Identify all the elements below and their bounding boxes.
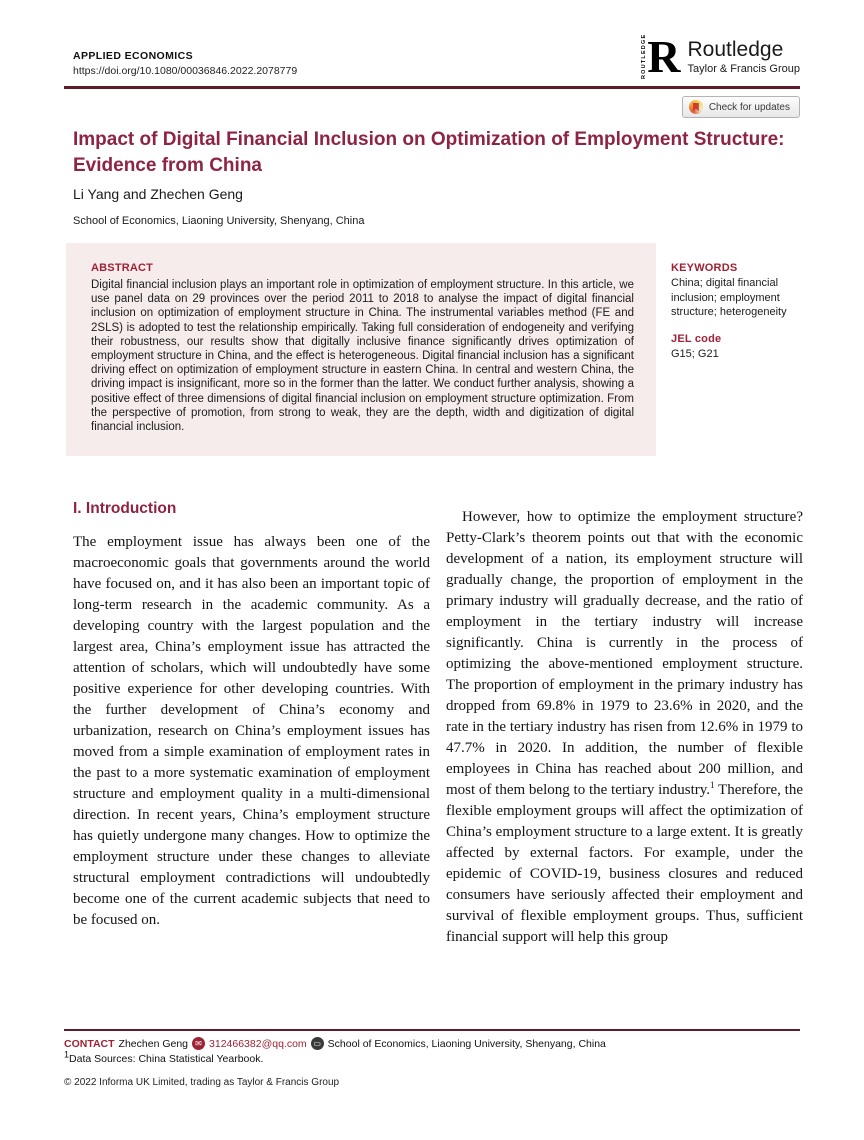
journal-header [73, 50, 297, 77]
copyright-notice: © 2022 Informa UK Limited, trading as Taylor & Francis Group [64, 1077, 340, 1088]
article-body [73, 498, 803, 948]
footnote-line [64, 1049, 800, 1065]
jel-text: G15; G21 [671, 347, 719, 360]
article-title [73, 127, 803, 179]
contact-line [64, 1037, 800, 1050]
jel-label: JEL code [671, 332, 722, 345]
paragraph-text: Therefore, the flexible employment groups will affect the optimization of China’s employment structure to a large extent. It is greatly affected by external factors. For example, under the epidemic of COVID-19, business closures and reduced consumers have seriously affected their employment and survival of flexible employment groups. Thus, sufficient financial support will help this group [446, 782, 803, 945]
contact-label: CONTACT [64, 1037, 115, 1050]
check-for-updates-button[interactable] [682, 96, 800, 118]
publisher-tagline: Taylor & Francis Group [687, 62, 800, 75]
body-right-column [446, 498, 803, 948]
contact-name: Zhechen Geng [118, 1037, 189, 1050]
footnote-marker: 1 [64, 1049, 70, 1060]
email-icon: ✉ [192, 1037, 205, 1050]
body-left-column [73, 498, 430, 948]
contact-email-link[interactable]: 312466382@qq.com [209, 1037, 307, 1050]
publisher-text [688, 39, 800, 74]
introduction-paragraph-2 [446, 507, 803, 948]
routledge-r-icon: R [647, 31, 681, 82]
abstract-box [66, 243, 656, 456]
keywords-sidebar [671, 243, 802, 456]
paragraph-text: However, how to optimize the employment structure? Petty-Clark’s theorem points out that with the economic development of a nation, its employment structure will gradually change, the proportion of employment in the primary industry will gradually decrease, and the ratio of employment in the tertiary industry will increase significantly. China is currently in the process of optimizing the above-mentioned employment structure. The proportion of employment in the primary industry has dropped from 69.8% in 1979 to 23.6% in 2020, and the rate in the tertiary industry has risen from 12.6% in 1979 to 47.7% in 2020. In addition, the number of flexible employees in China has reached about 200 million, and most of them belong to the tertiary industry. [446, 509, 803, 798]
keywords-block [671, 262, 802, 320]
routledge-vertical-text: ROUTLEDGE [640, 33, 647, 79]
authors: Li Yang and Zhechen Geng [73, 186, 243, 202]
keywords-text: China; digital financial inclusion; employment structure; heterogeneity [671, 277, 787, 318]
header-rule [64, 86, 800, 89]
footer-rule [64, 1029, 800, 1031]
article-title-line2: Evidence from China [73, 155, 262, 176]
doi-link[interactable]: https://doi.org/10.1080/00036846.2022.2078779 [73, 65, 298, 77]
crossmark-icon [689, 100, 703, 114]
section-heading-introduction: I. Introduction [73, 500, 177, 517]
abstract-label: ABSTRACT [91, 262, 154, 274]
article-title-line1: Impact of Digital Financial Inclusion on Optimization of Employment Structure: [73, 129, 785, 150]
routledge-logo-mark [642, 33, 681, 81]
affiliation-icon: ▭ [311, 1037, 324, 1050]
footnote-text: Data Sources: China Statistical Yearbook. [69, 1053, 264, 1065]
jel-block [671, 333, 802, 362]
publisher-logo [642, 33, 800, 81]
abstract-text: Digital financial inclusion plays an important role in optimization of employment structure. In this article, we use panel data on 29 provinces over the period 2011 to 2018 to analyse the impact of digital financial inclusion on optimization of employment structure in China. The instrumental variables method (FE and 2SLS) is adopted to test the relationship empirically. Taking full consideration of endogeneity and verifying their robustness, our results show that digitally inclusive finance significantly drives optimization of employment structure in China, and the effect is heterogeneous. Digital financial inclusion has a significant driving effect on optimization of employment structure in eastern China. In central and western China, the driving impact is insignificant, more so in the former than the latter. We conduct further analysis, showing a positive effect of three dimensions of digital financial inclusion on employment structure optimization. From the perspective of promotion, from strong to weak, they are the depth, width and digitization of digital financial inclusion. [91, 279, 634, 434]
check-for-updates-label: Check for updates [708, 101, 790, 113]
journal-name: APPLIED ECONOMICS [73, 50, 193, 62]
introduction-paragraph-1: The employment issue has always been one of the macroeconomic goals that governments around the world have focused on, and it has also been an important topic of long-term research in the academic community. As a developing country with the largest population and the largest area, China’s employment issue has attracted the attention of scholars, which will undoubtedly have some positive experience for other developing countries. With the further development of China’s economy and urbanization, research on China’s employment issues has moved from a simple examination of employment rates in the past to a more systematic examination of employment structure and employment quality in a multi-dimensional direction. In recent years, China’s employment structure has quietly undergone many changes. How to optimize the employment structure under these changes to alleviate structural employment contradictions will undoubtedly become one of the current academic subjects that need to be focused on. [73, 534, 430, 928]
contact-affiliation: School of Economics, Liaoning University, Shenyang, China [327, 1037, 606, 1050]
publisher-name: Routledge [687, 38, 784, 62]
author-affiliation: School of Economics, Liaoning University, Shenyang, China [73, 215, 365, 227]
footnote-reference[interactable]: 1 [710, 780, 715, 790]
page-footer [64, 1029, 800, 1088]
abstract-section [66, 243, 802, 456]
keywords-label: KEYWORDS [671, 262, 738, 274]
